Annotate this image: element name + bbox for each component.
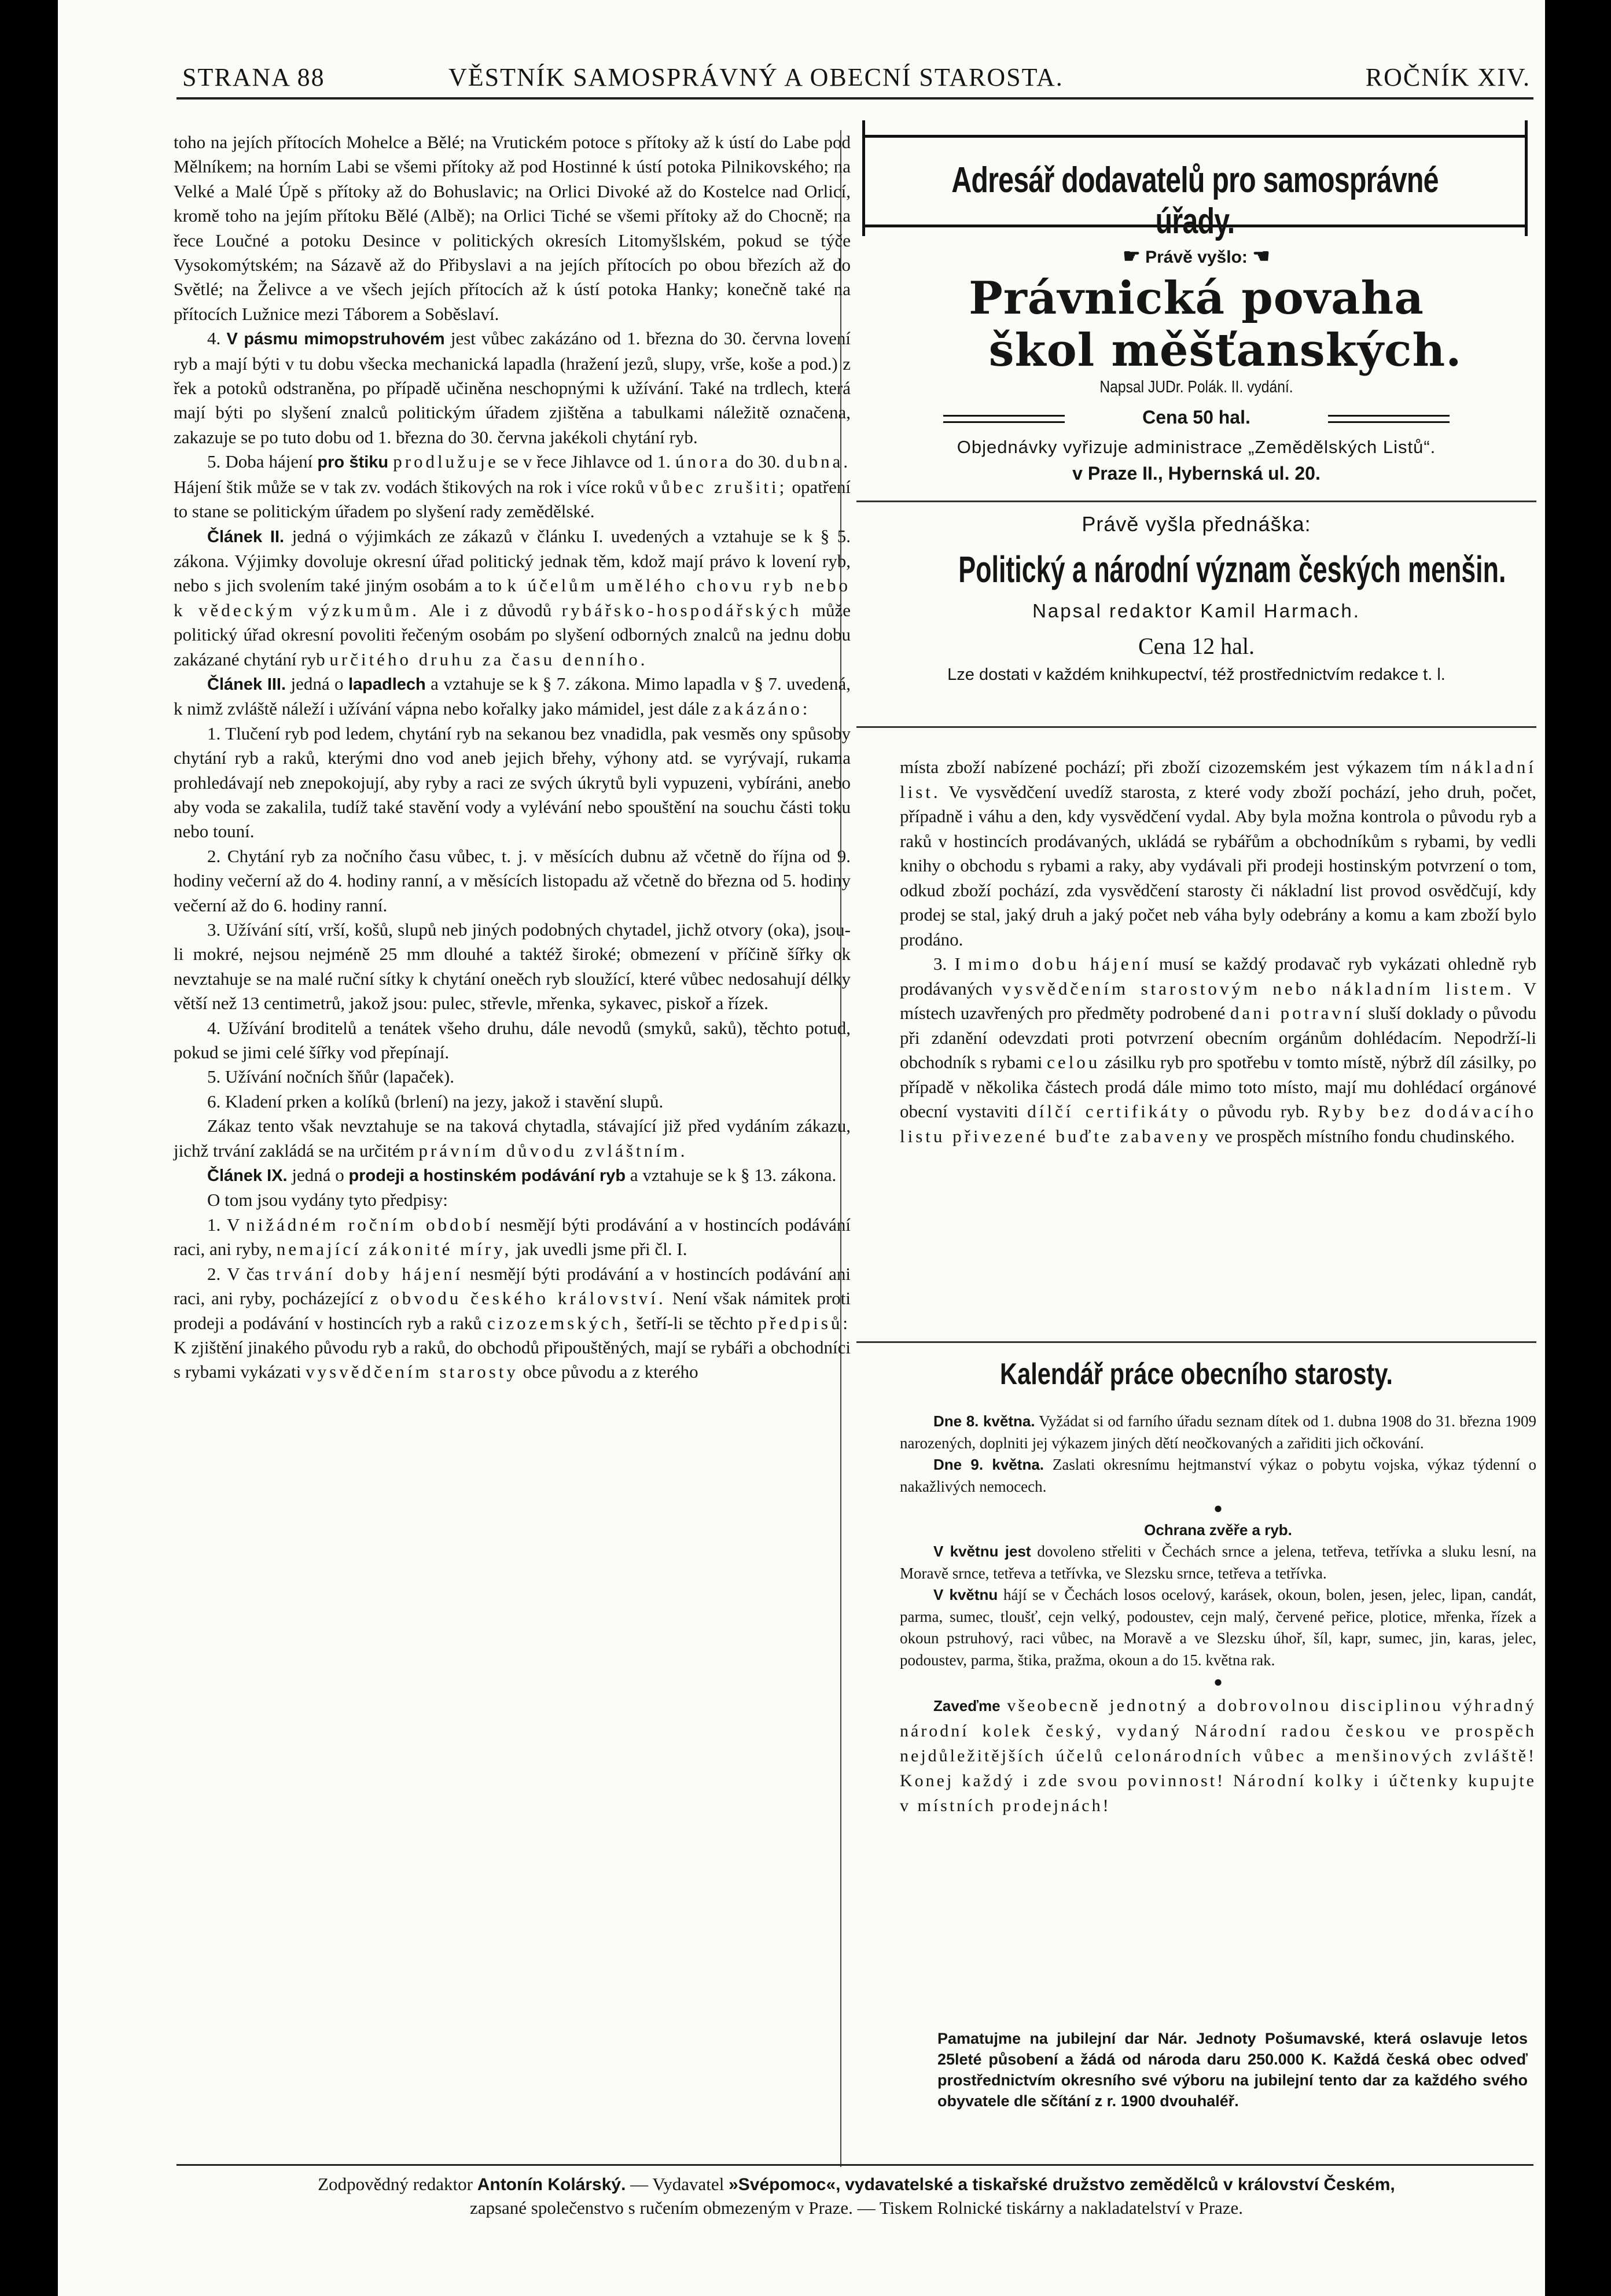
pointing-hand-left-icon: ☚ xyxy=(1252,245,1270,267)
section-rule xyxy=(856,1341,1536,1343)
list-item: 1. Tlučení ryb pod ledem, chytání ryb na sekanou bez vnadidla, pak vesměs ony spůsoby chytání ryb a raků, kterými dno vod aneb jejich břehy, výhony atd. se vyrývají, rukama prohledávají neb znepokojují, aby ryby a raci ze svých úkrytů byli vypuzeni, vybíráni, anebo aby voda se zakalila, tudíž také stavění vody a vylévání nebo spouštění na souchu části toku nebo touní. xyxy=(174,723,851,842)
order-address: v Praze II., Hybernská ul. 20. xyxy=(1072,463,1321,484)
list-item: 6. Kladení prken a kolíků (brlení) na jezy, jakož i stavění slupů. xyxy=(207,1091,664,1112)
lecture-title: Politický a národní význam českých menšin. xyxy=(958,549,1506,590)
article-9: Článek IX. jedná o prodeji a hostinském podávání ryb a vztahuje se k § 13. zákona. xyxy=(207,1165,837,1186)
calendar-entry: Dne 8. května. Vyžádat si od farního úřadu seznam dítek od 1. dubna 1908 do 31. března 1909 narozených, doplniti jej výkazem jiných dětí neočkovaných a zařiditi jich očkování. xyxy=(900,1412,1536,1452)
article-3: Článek III. jedná o lapadlech a vztahuje se k § 7. zákona. Mimo lapadla v § 7. uvedená, k nimž zvláště náleží i užívání vápna nebo kořalky jako mámidel, jest dále zakázáno: xyxy=(174,673,851,719)
list-item: 3. Užívání sítí, vrší, košů, slupů neb jiných podobných chytadel, jichž otvory (oka), jsou-li mokré, nejsou nejméně 25 mm dlouhé a taktéž široké; obmezení v příčině šířky ok nevztahuje se na malé ruční sítky k chytání oneěch ryb sloužící, které vůbec nedosahují délky větší než 13 centimetrů, jakož jsou: pulec, střevle, mřenka, sykavec, piskoř a řízek. xyxy=(174,919,851,1014)
right-column-text xyxy=(900,755,1536,1149)
footer-line-1: Zodpovědný redaktor Antonín Kolárský. — Vydavatel »Svépomoc«, vydavatelské a tiskařské družstvo zemědělců v království Českém, xyxy=(318,2174,1395,2194)
calendar-text xyxy=(900,1411,1536,1818)
footer-rule xyxy=(176,2164,1533,2166)
ornament-rule xyxy=(1328,415,1450,423)
page-footer xyxy=(182,2173,1531,2220)
paragraph: místa zboží nabízené pochází; při zboží cizozemském jest výkazem tím nákladní list. Ve vysvědčení uvedíž starosta, z které vody zboží pochází, jeho druh, počet, případně i váhu a den, kdy vysvědčení vydal. Aby byla možna kontrola o původu ryb a raků v hostincích prodávaných, ukládá se rybářům a obchodníkům s rybami, by vedli knihy o obchodu s rybami a raky, aby vydávali při prodeji hostinským potvrzení o tom, odkud zboží pochází, zda vysvědčení starosty či nákladní list provod osvědčují, kdy prodej se stal, jaký druh a jaký počet neb váha byly odebrány a komu a kam zboží bylo prodáno. xyxy=(900,757,1536,950)
paragraph: V květnu jest dovoleno střeliti v Čechách srnce a jelena, tetřeva, tetřívka a sluku lesní, na Moravě srnce, tetřeva a tetřívka, ve Slezsku srnce, tetřeva a tetřívka. xyxy=(900,1543,1536,1582)
paragraph: Zákaz tento však nevztahuje se na taková chytadla, stávající již před vydáním zákazu, jichž trvání zakládá se na určitém právním důvodu zvláštním. xyxy=(174,1116,851,1161)
list-item: 1. V nižádném ročním období nesmějí býti prodávání a v hostincích podávání raci, ani ryby, nemající zákonité míry, jak uvedli jsme při čl. I. xyxy=(174,1214,851,1260)
appeal-notice: Pamatujme na jubilejní dar Nár. Jednoty Pošumavské, která oslavuje letos 25leté působení a žádá od národa daru 250.000 K. Každá česká obec odveď prostřednictvím okresního své výboru na jubilejní tento dar za každého svého obyvatele dle sčítání z r. 1900 dvouhaléř. xyxy=(937,2030,1528,2110)
bullet-separator: ● xyxy=(1213,1500,1223,1517)
page-number: STRANA 88 xyxy=(182,63,325,91)
calendar-title: Kalendář práce obecního starosty. xyxy=(1000,1357,1393,1391)
paragraph: 5. Doba hájení pro štiku prodlužuje se v řece Jihlavce od 1. února do 30. dubna. Hájení štik může se v tak zv. vodách štikových na rok i více roků vůbec zrušiti; opatření to stane se politickým úřadem po slyšení rady zemědělské. xyxy=(174,451,851,522)
paragraph: 4. V pásmu mimopstruhovém jest vůbec zakázáno od 1. března do 30. června lovení ryb a mají býti v tu dobu všecka mechanická lapadla (hražení jezů, slupy, vrše, koše a pod.) z řek a potoků odstraněna, po případě učiněna neschopnými k užívání. Také na trdlech, která mají býti po slyšení znalců politickým úřadem zjištěna a tabulkami náležitě označena, zakazuje se po tuto dobu od 1. března do 30. června jakékoli chytání ryb. xyxy=(174,328,851,447)
left-column xyxy=(174,130,851,1385)
directory-banner xyxy=(862,135,1528,241)
book-title-line-1: Právnická povaha xyxy=(969,272,1424,325)
directory-title: Adresář dodavatelů pro samosprávné úřady. xyxy=(951,160,1439,241)
volume-number: ROČNÍK XIV. xyxy=(1365,63,1531,91)
paragraph: 3. I mimo dobu hájení musí se každý prodavač ryb vykázati ohledně ryb prodávaných vysvědčením starostovým nebo nákladním listem. V místech uzavřených pro předměty podrobené dani potravní sluší doklady o původu při zdanění odevzdati proti potvrzení obecním orgánům dohlédacím. Nepodrží-li obchodník s rybami celou zásilku ryb pro spotřebu v tomto místě, nýbrž díl zásilky, po případě v několika částech prodá dále mimo toto místo, mají mu dohlédací orgánové obecní vystaviti dílčí certifikáty o původu ryb. Ryby bez dodávacího listu přivezené buďte zabaveny ve prospěch místního fondu chudinského. xyxy=(900,954,1537,1146)
book-author: Napsal JUDr. Polák. II. vydání. xyxy=(1099,378,1293,396)
advertisement-box xyxy=(856,130,1536,735)
book-title-line-2: škol měšťanských. xyxy=(988,324,1462,377)
article-2: Článek II. jedná o výjimkách ze zákazů v článku I. uvedených a vztahuje se k § 5. zákona. Výjimky dovoluje okresní úřad politický jednak těm, kdož mají právo k lovení ryb, nebo s jich svolením také jiným osobám a to k účelům umělého chovu ryb nebo k vědeckým výzkumům. Ale i z důvodů rybářsko-hospodářských může politický úřad okresní povoliti řečeným osobám po slyšení odborných znalců na jednu dobu zakázané chytání ryb určitého druhu za času denního. xyxy=(174,525,851,669)
newspaper-page xyxy=(58,0,1545,2296)
pointing-hand-right-icon: ☛ xyxy=(1123,245,1141,267)
footer-line-2: zapsané společenstvo s ručením obmezeným v Praze. — Tiskem Rolnické tiskárny a nakladatelství v Praze. xyxy=(469,2198,1244,2218)
lecture-author: Napsal redaktor Kamil Harmach. xyxy=(1032,600,1360,621)
paragraph: V květnu hájí se v Čechách losos ocelový, karásek, okoun, bolen, jesen, jelec, lipan, candát, parma, sumec, tloušť, cejn velký, podoustev, cejn malý, červené peřice, plotice, mřenka, řízek a okoun pstruhový, raci vůbec, na Moravě a ve Slezsku úhoř, šíl, kapr, sumec, jin, karas, jelec, podoustev, parma, štika, pražma, okoun a do 15. května rak. xyxy=(900,1586,1537,1669)
calendar-entry: Dne 9. května. Zaslati okresnímu hejtmanství výkaz o pobytu vojska, výkaz týdenní o nakažlivých nemocech. xyxy=(900,1456,1537,1495)
book-price: Cena 50 hal. xyxy=(1142,407,1250,428)
journal-title: VĚSTNÍK SAMOSPRÁVNÝ A OBECNÍ STAROSTA. xyxy=(448,63,1064,91)
lecture-price: Cena 12 hal. xyxy=(1138,633,1255,659)
just-published-heading: ☛ Právě vyšlo: ☚ xyxy=(1123,245,1270,267)
bullet-separator: ● xyxy=(1213,1673,1223,1690)
list-item: 2. Chytání ryb za nočního času vůbec, t. j. v měsících dubnu až včetně do října od 9. hodiny večerní až do 4. hodiny ranní, a v měsících listopadu až včetně do března od 5. hodiny večerní až do 6. hodiny ranní. xyxy=(174,845,851,915)
paragraph: O tom jsou vydány tyto předpisy: xyxy=(207,1190,448,1210)
paragraph: toho na jejích přítocích Mohelce a Bělé; na Vrutickém potoce s přítoky až k ústí do Labe pod Mělníkem; na horním Labi se všemi přítoky až pod Hostinné k ústí potoka Pilnikovského; na Velké a Malé Úpě s přítoky až do Bohuslavic; na Orlici Divoké až do Kostelce nad Orlicí, kromě toho na jejím přítoku Bělé (Albě); na Orlici Tiché se všemi přítoky až do Chocně; na řece Loučné a potoku Desince v politických okresích Litomyšlském, pokud se týče Vysokomýtském; na Sázavě až do Přibyslavi a na jejích přítocích po obou březích až do Světlé; na Želivce a ve všech jejích přítocích až k ústí potoka Hanky; konečně také na přítocích Lužnice mezi Táborem a Soběslaví. xyxy=(174,132,851,324)
order-info: Objednávky vyřizuje administrace „Zemědělských Listů“. xyxy=(957,437,1436,457)
paragraph: Zaveďme všeobecně jednotný a dobrovolnou disciplinou výhradný národní kolek český, vydaný Národní radou českou ve prospěch nejdůležitějších účelů celonárodních vůbec a menšinových zvláště! Konej každý i zde svou povinnost! Národní kolky i účtenky kupujte v místních prodejnách! xyxy=(900,1695,1537,1815)
list-item: 2. V čas trvání doby hájení nesmějí býti prodávání a v hostincích podávání ani raci, ani ryby, pocházející z obvodu českého království. Není však námitek proti prodeji a podávání v hostincích ryb a raků cizozemských, šetří-li se těchto předpisů: K zjištění jinakého původu ryb a raků, do obchodů připouštěných, mají se rybáři a obchodníci s rybami vykázati vysvědčením starosty obce původu a z kterého xyxy=(174,1263,851,1382)
lecture-availability: Lze dostati v každém knihkupectví, též prostřednictvím redakce t. l. xyxy=(947,665,1446,684)
section-rule xyxy=(856,501,1536,502)
list-item: 5. Užívání nočních šňůr (lapaček). xyxy=(207,1066,454,1087)
lecture-heading: Právě vyšla přednáška: xyxy=(1082,512,1311,536)
list-item: 4. Užívání broditelů a tenátek všeho druhu, dále nevodů (smyků, saků), těchto potud, pokud se jimi celé šířky vod přepínají. xyxy=(174,1017,851,1063)
header-rule xyxy=(176,97,1533,100)
subsection-title: Ochrana zvěře a ryb. xyxy=(1144,1521,1292,1539)
section-rule xyxy=(856,726,1536,728)
